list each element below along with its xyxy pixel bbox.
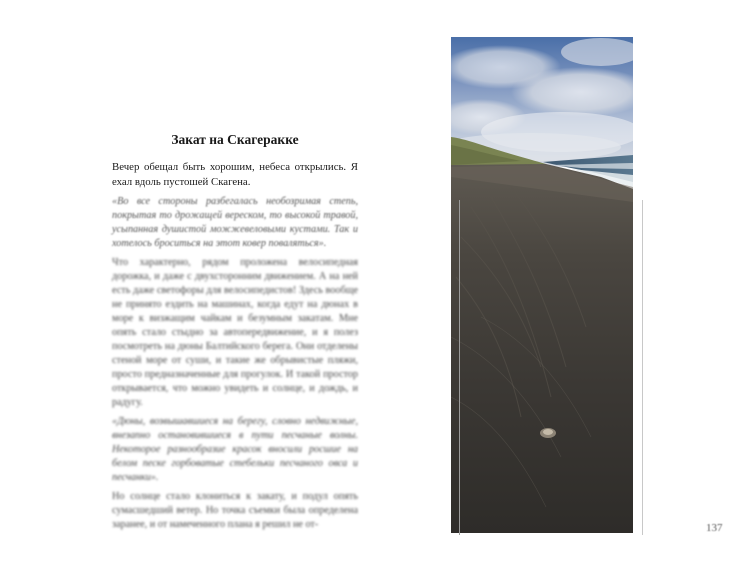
page-edge-line-left — [459, 200, 460, 535]
body-paragraph-1: Что характерно, рядом проложена велосипедная дорожка, и даже с двухсторонним движением. А на ней есть даже светофоры для велосипедистов! Здесь вообще не принято ездить на машинах, когда едут на дюнах в море к визжащим чайкам и безумным закатам. Мне опять стало стыдно за автопередвижение, и я полез посмотреть на дюны Балтийского берега. Они отделены стеной море от суши, и такие же обрывистые пляжи, просто предназначенные для прогулок. И такой простор открывается, что можно увидеть и солнце, и дождь, и радугу. — [112, 257, 358, 408]
page-number: 137 — [706, 522, 723, 534]
article-lead: Вечер обещал быть хорошим, небеса открылись. Я ехал вдоль пустошей Скагена. — [112, 161, 358, 188]
quote-paragraph-2: «Дюны, возвышавшиеся на берегу, словно недвижные, внезапно остановившиеся в пути песчаные волны. Некоторое разнообразие красок вносили росшие на белом песке горбоватые стебельки песчаного овса и песчанки». — [112, 416, 358, 483]
quote-paragraph-1: «Во все стороны разбегалась необозримая степь, покрытая то дрожащей вереском, то высокой травой, усыпанная душистой можжевеловыми кустами. Так и хотелось броситься на этот ковер поваляться». — [112, 196, 358, 249]
article-text-column — [112, 132, 358, 537]
body-paragraph-2: Но солнце стало клониться к закату, и подул опять сумасшедший ветер. Но точка съемки была определена заранее, и от намеченного плана я решил не от- — [112, 491, 358, 530]
beach-photo — [451, 37, 633, 533]
page-edge-line-right — [642, 200, 643, 535]
article-title: Закат на Скагеракке — [171, 132, 299, 147]
sand-region — [451, 164, 633, 533]
